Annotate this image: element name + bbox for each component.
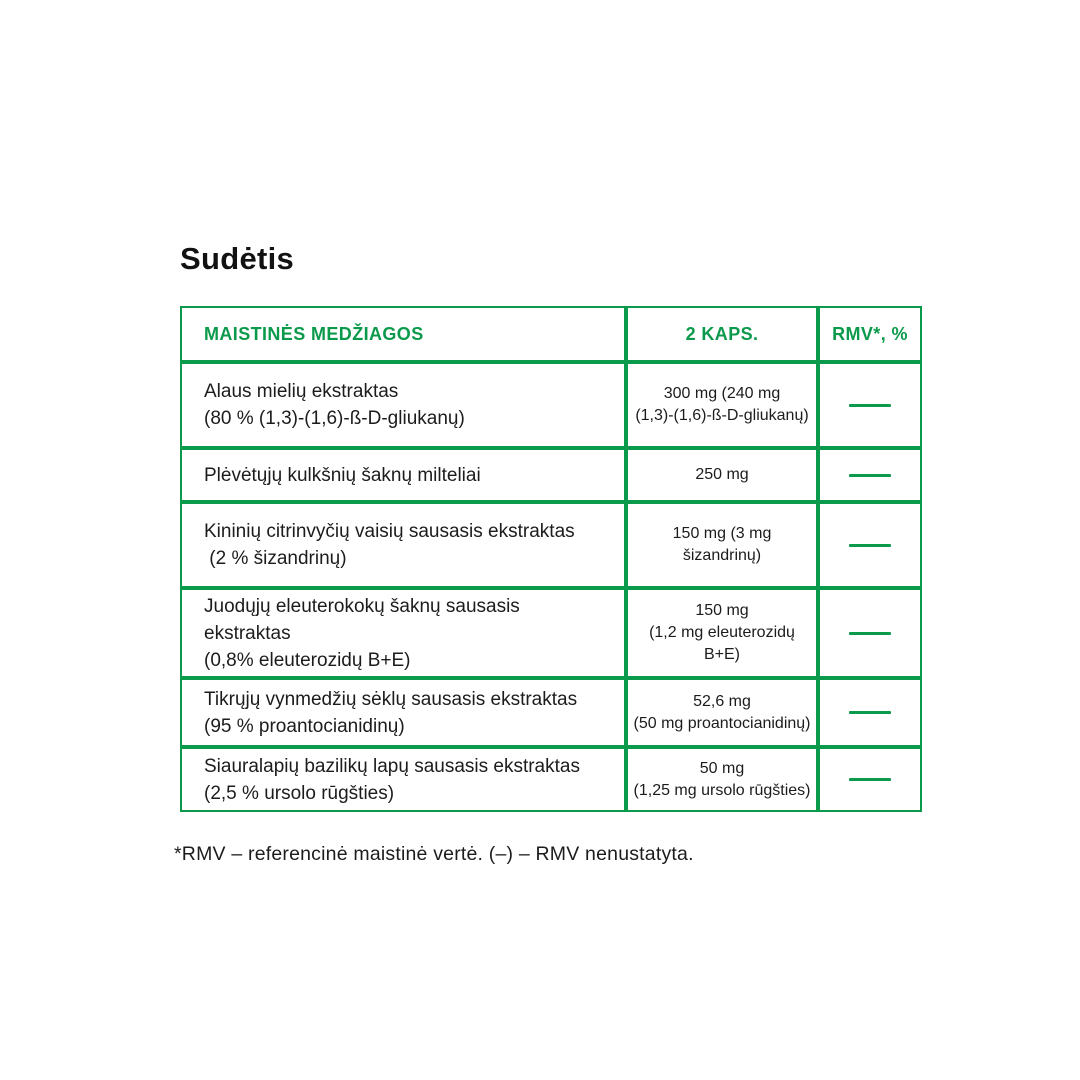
rmv-dash — [849, 544, 891, 547]
ingredient-name — [180, 747, 626, 812]
page-title: Sudėtis — [180, 241, 295, 276]
ingredient-amount-line: (50 mg proantocianidinų) — [633, 714, 811, 732]
rmv-cell — [818, 678, 922, 747]
ingredient-amount — [626, 588, 818, 678]
ingredient-name-line: (2,5 % ursolo rūgšties) — [204, 782, 395, 804]
table-row — [180, 502, 922, 588]
ingredient-amount — [626, 362, 818, 448]
ingredient-amount-line: (1,2 mg eleuterozidų B+E) — [649, 624, 800, 663]
footnote: *RMV – referencinė maistinė vertė. (–) – RMV nenustatyta. — [174, 843, 694, 865]
rmv-cell — [818, 362, 922, 448]
ingredient-name-line: Siauralapių bazilikų lapų sausasis ekstraktas — [204, 755, 580, 777]
table-header-row — [180, 306, 922, 362]
table-row — [180, 588, 922, 678]
ingredient-amount-line: 52,6 mg — [693, 692, 751, 710]
rmv-dash — [849, 711, 891, 714]
table-row — [180, 448, 922, 502]
nutrition-table — [180, 306, 922, 812]
rmv-cell — [818, 448, 922, 502]
ingredient-name-line: Alaus mielių ekstraktas — [204, 381, 399, 402]
table-row — [180, 678, 922, 747]
rmv-dash — [849, 474, 891, 477]
column-header-per-serving: 2 KAPS. — [626, 306, 818, 362]
ingredient-amount — [626, 678, 818, 747]
ingredient-name-line: Juodųjų eleuterokokų šaknų sausasis ekstraktas — [204, 595, 526, 644]
ingredient-amount-line: 50 mg — [699, 759, 745, 777]
ingredient-name — [180, 502, 626, 588]
ingredient-name-line: Tikrųjų vynmedžių sėklų sausasis ekstraktas — [204, 688, 578, 710]
ingredient-amount-line: (1,3)-(1,6)-ß-D-gliukanų) — [635, 407, 809, 424]
ingredient-amount-line: 150 mg (3 mg šizandrinų) — [672, 525, 776, 564]
ingredient-name-line: (80 % (1,3)-(1,6)-ß-D-gliukanų) — [204, 408, 465, 429]
ingredient-amount-line: (1,25 mg ursolo rūgšties) — [633, 781, 811, 799]
column-header-nutrients: MAISTINĖS MEDŽIAGOS — [180, 306, 626, 362]
ingredient-amount — [626, 502, 818, 588]
ingredient-name — [180, 588, 626, 678]
rmv-dash — [849, 404, 891, 407]
table-row — [180, 362, 922, 448]
ingredient-name-line: Plėvėtųjų kulkšnių šaknų milteliai — [204, 464, 481, 486]
ingredient-amount — [626, 448, 818, 502]
ingredient-name — [180, 362, 626, 448]
ingredient-name-line: (95 % proantocianidinų) — [204, 715, 405, 737]
ingredient-name — [180, 448, 626, 502]
rmv-cell — [818, 747, 922, 812]
ingredient-name-line: (0,8% eleuterozidų B+E) — [204, 649, 411, 671]
rmv-dash — [849, 632, 891, 635]
table-row — [180, 747, 922, 812]
rmv-dash — [849, 778, 891, 781]
ingredient-name-line: (2 % šizandrinų) — [204, 548, 347, 569]
ingredient-amount — [626, 747, 818, 812]
ingredient-name-line: Kininių citrinvyčių vaisių sausasis ekstraktas — [204, 521, 575, 542]
rmv-cell — [818, 502, 922, 588]
ingredient-amount-line: 300 mg (240 mg — [663, 385, 781, 402]
rmv-cell — [818, 588, 922, 678]
ingredient-name — [180, 678, 626, 747]
column-header-rmv: RMV*, % — [818, 306, 922, 362]
ingredient-amount-line: 250 mg — [695, 466, 749, 483]
ingredient-amount-line: 150 mg — [695, 602, 749, 619]
